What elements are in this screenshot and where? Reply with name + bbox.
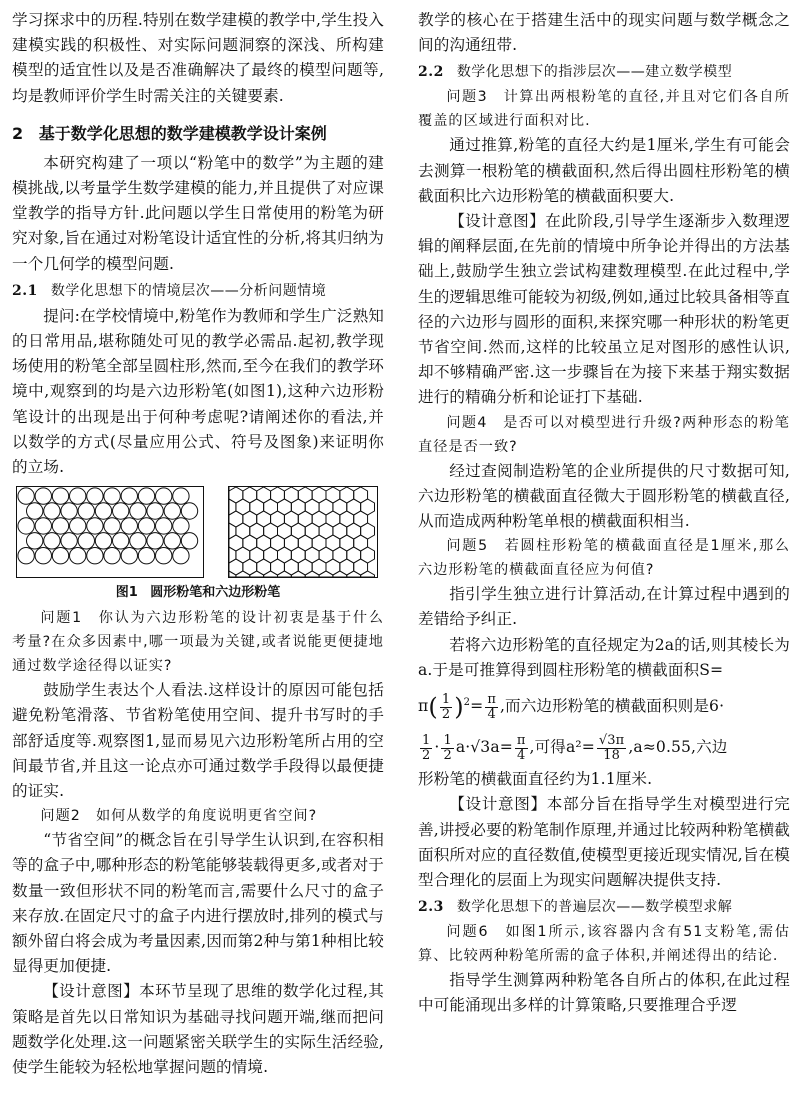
math-fraction-half-1: $\frac{1}{2}$ [422,732,431,763]
math-get: ,可得a²= [529,738,595,757]
round-chalk [173,488,189,504]
hexagonal-chalk [305,571,319,577]
paragraph-section-2: 本研究构建了一项以“粉笔中的数学”为主题的建模挑战,以考量学生数学建模的能力,并且提供了对应课堂教学的指导方针.此问题以学生日常使用的粉笔为研究对象,旨在通过对粉笔设计适宜性的分析,将其归纳为一个几何学的模型问题. [12,153,384,273]
hexagonal-chalk [264,571,278,577]
paragraph-question-5-answer: 指引学生独立进行计算活动,在计算过程中遇到的差错给予纠正. [418,585,790,629]
round-chalk [113,503,129,519]
hexagonal-chalk [229,571,236,577]
round-chalk [35,548,51,564]
round-chalk [156,548,172,564]
round-chalk [52,518,68,534]
paragraph-design-intent-1: 【设计意图】本环节呈现了思维的数学化过程,其策略是首先以日常知识为基础寻找问题开端,继而把问题数学化处理.这一问题紧密关联学生的实际生活经验,使学生能较为轻松地掌握问题的情境. [12,982,384,1077]
round-chalk [156,518,172,534]
figure-1 [16,486,378,578]
paragraph-question-prompt: 提问:在学校情境中,粉笔作为教师和学生广泛熟知的日常用品,堪称随处可见的教学必需品.起初,教学现场使用的粉笔全部呈圆柱形,然而,至今在我们的教学环境中,观察到的均是六边形粉笔(如图1),这种六边形粉笔设计的出现是出于何种考虑呢?请阐述你的看法,并以数学的方式(尽量应用公式、符号及图象)来证明你的立场. [12,306,384,477]
subsection-number: 2.3 [418,899,444,916]
round-chalk [27,533,43,549]
hexagonal-chalk [333,571,347,577]
round-chalk [95,503,111,519]
math-fraction-pi-4b: $\frac{\pi}{4}$ [516,732,526,763]
math-pi: π [418,697,429,716]
round-chalk [164,503,180,519]
round-chalk [181,503,197,519]
round-chalk [130,503,146,519]
round-chalk [121,488,137,504]
hexagonal-chalk [278,571,292,577]
subsection-2-3-heading [418,895,790,919]
question-3: 问题3 计算出两根粉笔的直径,并且对它们各自所覆盖的区域进行面积对比. [418,89,790,130]
round-chalk [173,548,189,564]
round-chalk [87,518,103,534]
math-fraction-pi-4: $\frac{\pi}{4}$ [487,691,496,722]
hexagonal-chalk-figure [228,486,378,578]
round-chalk [104,518,120,534]
round-chalk [27,503,43,519]
round-chalk-figure [16,486,204,578]
paragraph-calc-result: 形粉笔的横截面直径约为1.1厘米. [418,770,653,789]
subsection-2-1-heading [12,279,384,303]
round-chalk [61,503,77,519]
round-chalk [44,533,60,549]
paragraph-calculation [418,633,790,683]
round-chalk [18,548,34,564]
question-2: 问题2 如何从数学的角度说明更省空间? [40,808,318,825]
question-1: 问题1 你认为六边形粉笔的设计初衷是基于什么考量?在众多因素中,哪一项最为关键,或者说能更便捷地通过数学途径得以证实? [12,610,384,675]
calc-text-a: 若将六边形粉笔的直径规定为2a的话,则其棱长为a.于是可推算得到圆柱形粉笔的横截面积S= [418,635,790,679]
round-chalk [35,518,51,534]
subsection-number: 2.2 [418,64,444,81]
question-6: 问题6 如图1所示,该容器内含有51支粉笔,需估算、比较两种粉笔所需的盒子体积,并阐述得出的结论. [418,924,790,965]
paragraph-continued: 教学的核心在于搭建生活中的现实问题与数学概念之间的沟通纽带. [418,11,790,55]
math-fraction-half-2: $\frac{1}{2}$ [443,732,452,763]
paragraph-question-2-answer: “节省空间”的概念旨在引导学生认识到,在容积相等的盒子中,哪种形态的粉笔能够装载得更多,或者对于数量一致但形状不同的粉笔而言,需要什么尺寸的盒子来存放.在固定尺寸的盒子内进行摆放时,排列的模式与额外留白将会成为考量因素,因而第2种与第1种相比较显得更加便捷. [12,831,384,976]
round-chalk [61,533,77,549]
round-chalk [104,488,120,504]
math-middle: a·√3a= [455,738,513,757]
paragraph-design-intent-3: 【设计意图】本部分旨在指导学生对模型进行完善,讲授必要的粉笔制作原理,并通过比较两种粉笔横截面积所对应的直径数值,使模型更接近现实情况,旨在模型合理化的层面上为现实问题解决提供支持. [418,795,790,890]
paragraph-question-3-answer: 通过推算,粉笔的直径大约是1厘米,学生有可能会去测算一根粉笔的横截面积,然后得出圆柱形粉笔的横截面积比六边形粉笔的横截面积要大. [418,136,790,205]
round-chalk [147,533,163,549]
math-square: 2 [463,697,471,709]
round-chalk [173,518,189,534]
figure-caption-text: 圆形粉笔和六边形粉笔 [150,585,281,601]
paragraph-question-4-answer: 经过查阅制造粉笔的企业所提供的尺寸数据可知,六边形粉笔的横截面直径微大于圆形粉笔的横截直径,从而造成两种粉笔单根的横截面积相当. [418,461,790,531]
math-line-1: π( $\frac{1}{2}$ )$^2$= $\frac{\pi}{4}$ ,而六边形粉笔的横截面积则是6· [418,691,725,722]
math-equals: = [470,697,484,716]
round-chalk [147,503,163,519]
section-number: 2 [12,123,24,143]
math-fraction-root3pi-18: $\frac{√3\pi}{18}$ [598,732,625,763]
question-4: 问题4 是否可以对模型进行升级?两种形态的粉笔直径是否一致? [418,414,790,455]
round-chalk [104,548,120,564]
hexagonal-chalk [361,571,375,577]
subsection-title: 数学化思想下的情境层次——分析问题情境 [50,282,327,299]
round-chalk [70,548,86,564]
round-chalk [95,533,111,549]
round-chalk [35,488,51,504]
round-chalk [87,488,103,504]
round-chalk [87,548,103,564]
subsection-title: 数学化思想下的指涉层次——建立数学模型 [456,64,733,81]
round-chalk [121,518,137,534]
round-chalk [52,488,68,504]
paragraph-intro: 学习探求中的历程.特别在数学建模的教学中,学生投入建模实践的积极性、对实际问题洞察的深浅、所构建模型的适宜性以及是否准确解决了最终的模型问题等,均是教师评价学生时需关注的关键要素. [12,11,384,105]
hexagonal-chalk [347,571,361,577]
round-chalk [44,503,60,519]
round-chalk [113,533,129,549]
round-chalk [181,533,197,549]
paragraph-design-intent-2: 【设计意图】在此阶段,引导学生逐渐步入数理逻辑的阐释层面,在先前的情境中所争论并得出的方法基础上,鼓励学生独立尝试构建数理模型.在此过程中,学生的逻辑思维可能较为初级,例如,通过比较具备相等直径的六边形与圆形的面积,来探究哪一种形状的粉笔更节省空间.然而,这样的比较虽立足对图形的感性认识,却不够精确严密.这一步骤旨在为接下来基于翔实数据进行的精确分析和论证打下基础. [418,212,790,407]
round-chalk [130,533,146,549]
subsection-2-2-heading [418,60,790,84]
hexagonal-chalk [250,571,264,577]
figure-1-caption [12,582,384,604]
section-title: 基于数学化思想的数学建模教学设计案例 [38,123,327,143]
round-chalk [138,548,154,564]
left-column [12,8,384,1080]
round-chalk [52,548,68,564]
calc-text-b: ,而六边形粉笔的横截面积则是6· [499,697,725,716]
hexagonal-chalk [236,571,250,577]
paragraph-question-6-answer: 指导学生测算两种粉笔各自所占的体积,在此过程中可能涌现出多样的计算策略,只要推理合乎逻 [418,971,790,1015]
math-tail: ,a≈0.55,六边 [628,738,728,757]
round-chalk [18,518,34,534]
right-column [418,8,790,1019]
round-chalk [78,503,94,519]
question-5: 问题5 若圆柱形粉笔的横截面直径是1厘米,那么六边形粉笔的横截面直径应为何值? [418,538,790,579]
math-fraction-half: $\frac{1}{2}$ [441,691,451,722]
round-chalk [121,548,137,564]
math-dot: · [434,738,440,757]
round-chalk [138,518,154,534]
section-2-heading [12,123,384,145]
math-line-2 [418,727,790,767]
hexagonal-chalk [291,571,305,577]
hexagonal-chalk [319,571,333,577]
round-chalk [156,488,172,504]
round-chalk [70,518,86,534]
subsection-title: 数学化思想下的普遍层次——数学模型求解 [456,899,733,916]
round-chalk [18,488,34,504]
round-chalk [164,533,180,549]
subsection-number: 2.1 [12,282,38,299]
round-chalk [78,533,94,549]
paragraph-question-1-answer: 鼓励学生表达个人看法.这样设计的原因可能包括避免粉笔滑落、节省粉笔使用空间、提升书写时的手部舒适度等.观察图1,显而易见六边形粉笔所占用的空间最节省,并且这一论点亦可通过数学手段得以最便捷的证实. [12,681,384,801]
figure-number: 图1 [115,585,138,601]
round-chalk [138,488,154,504]
round-chalk [70,488,86,504]
